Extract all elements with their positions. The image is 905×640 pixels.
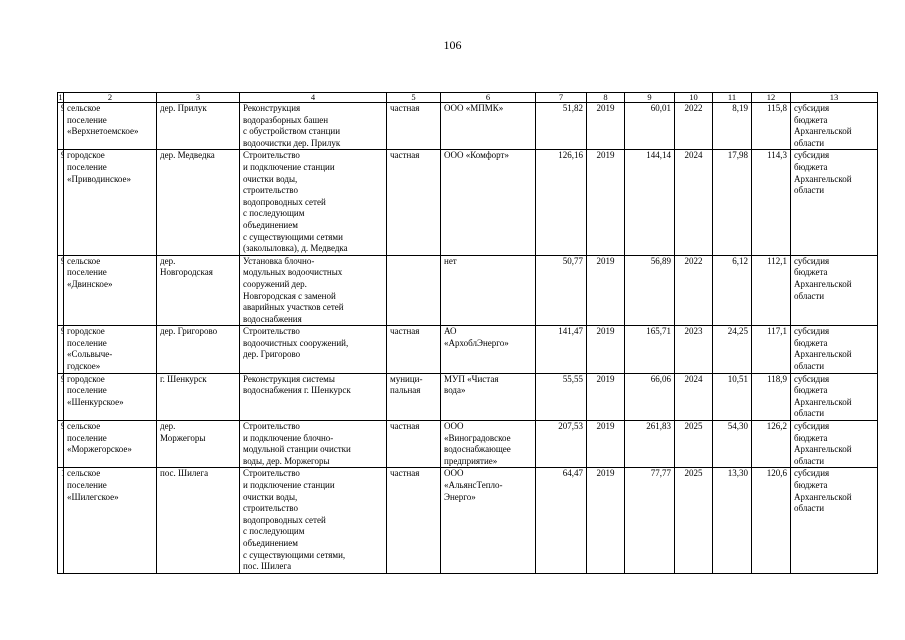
settlement-cell-line: поселение (67, 385, 107, 396)
table-row (58, 468, 878, 573)
operator-cell-line: ООО «МПМК» (444, 103, 504, 113)
settlement-cell-line: сельское (67, 255, 101, 266)
project-cell-line: и подключение станции (243, 161, 335, 172)
value-cell-11: 17,98 (713, 150, 752, 255)
operator-cell (441, 421, 536, 468)
project-cell-line: сооружений дер. (243, 278, 307, 289)
source-cell-line: Архангельской (794, 491, 852, 502)
project-cell (240, 255, 387, 326)
project-cell-line: Строительство (243, 326, 300, 337)
operator-cell-line: ООО (444, 468, 464, 479)
table-row (58, 421, 878, 468)
table-row (58, 150, 878, 255)
project-cell-line: Реконструкция (243, 103, 301, 113)
project-cell-line: строительство (243, 185, 298, 196)
value-cell-11: 24,25 (713, 326, 752, 373)
value-cell-12: 115,8 (752, 103, 791, 150)
ownership-cell (387, 326, 441, 373)
value-cell-8: 2019 (587, 468, 625, 573)
project-cell (240, 421, 387, 468)
settlement-cell-line: поселение (67, 114, 107, 125)
settlement-cell-line: городское (67, 150, 105, 161)
page-number: 106 (443, 38, 462, 52)
source-cell-line: субсидия (794, 255, 830, 266)
header-row (58, 93, 878, 103)
table-row (58, 103, 878, 150)
project-cell-line: водоразборных башен (243, 114, 329, 125)
locality-cell (157, 150, 240, 255)
value-cell-12: 112,1 (752, 255, 791, 326)
project-cell (240, 103, 387, 150)
project-cell-line: Строительство (243, 468, 300, 479)
source-cell-line: области (794, 185, 825, 196)
settlement-cell-line: поселение (67, 480, 107, 490)
column-header-6: 6 (441, 93, 536, 103)
settlement-cell-line: городское (67, 326, 105, 337)
locality-cell-line: Новгородская (160, 267, 213, 278)
project-cell-line: водоснабжения г. Шенкурск (243, 385, 351, 396)
project-cell-line: Установка блочно- (243, 255, 315, 266)
operator-cell (441, 326, 536, 373)
value-cell-12: 114,3 (752, 150, 791, 255)
operator-cell-line: ООО (444, 421, 464, 432)
project-cell-line: Строительство (243, 421, 300, 432)
value-cell-9: 56,89 (625, 255, 675, 326)
column-header-12: 12 (752, 93, 791, 103)
column-header-2: 2 (64, 93, 157, 103)
project-cell-line: Реконструкция системы (243, 373, 335, 384)
column-header-5: 5 (387, 93, 441, 103)
column-header-1: 1 (58, 92, 63, 102)
source-cell-line: Архангельской (794, 444, 852, 455)
ownership-cell-line: частная (390, 150, 420, 161)
source-cell-line: Архангельской (794, 349, 852, 360)
operator-cell-line: «АльянсТепло- (444, 480, 503, 490)
source-cell-line: бюджета (794, 161, 828, 172)
value-cell-11: 10,51 (713, 373, 752, 420)
locality-cell-line: дер. Прилук (160, 103, 207, 113)
operator-cell-line: «АрхоблЭнерго» (444, 337, 509, 348)
project-cell-line: Строительство (243, 150, 300, 161)
source-cell (791, 468, 878, 573)
source-cell-line: области (794, 455, 825, 466)
settlement-cell-line: поселение (67, 161, 107, 172)
project-cell-line: очистки воды, (243, 491, 298, 502)
ownership-cell (387, 373, 441, 420)
source-cell (791, 150, 878, 255)
table-row (58, 373, 878, 420)
source-cell-line: Архангельской (794, 278, 852, 289)
locality-cell-line: дер. (160, 255, 176, 266)
operator-cell (441, 103, 536, 150)
table-row (58, 255, 878, 326)
project-cell-line: аварийных участков сетей (243, 302, 344, 313)
value-cell-7: 51,82 (536, 103, 587, 150)
operator-cell-line: ООО «Комфорт» (444, 150, 509, 161)
value-cell-8: 2019 (587, 326, 625, 373)
value-cell-10: 2022 (675, 255, 713, 326)
source-cell-line: бюджета (794, 267, 828, 278)
value-cell-8: 2019 (587, 150, 625, 255)
source-cell (791, 255, 878, 326)
settlement-cell (64, 373, 157, 420)
project-cell-line: водопроводных сетей (243, 514, 326, 525)
settlement-cell-line: сельское (67, 103, 101, 113)
settlement-cell-line: «Моржегорское» (67, 444, 132, 455)
project-cell (240, 468, 387, 573)
settlement-cell-line: «Шенкурское» (67, 396, 124, 407)
ownership-cell-line: частная (390, 326, 420, 337)
project-cell-line: строительство (243, 503, 298, 514)
source-cell-line: субсидия (794, 326, 830, 337)
project-cell-line: водоочистки дер. Прилук (243, 137, 341, 148)
value-cell-9: 165,71 (625, 326, 675, 373)
value-cell-7: 55,55 (536, 373, 587, 420)
project-cell-line: водоочистных сооружений, (243, 337, 349, 348)
locality-cell (157, 373, 240, 420)
project-cell (240, 326, 387, 373)
source-cell-line: субсидия (794, 103, 830, 113)
ownership-cell (387, 468, 441, 573)
locality-cell-line: дер. (160, 421, 176, 432)
project-cell-line: объединением (243, 537, 298, 548)
settlement-cell-line: «Шилегское» (67, 491, 119, 502)
ownership-cell (387, 255, 441, 326)
settlement-cell-line: сельское (67, 421, 101, 432)
table-row (58, 326, 878, 373)
settlement-cell-line: городское (67, 373, 105, 384)
settlement-cell (64, 255, 157, 326)
source-cell-line: бюджета (794, 385, 828, 396)
value-cell-8: 2019 (587, 373, 625, 420)
settlement-cell-line: «Приводинское» (67, 173, 131, 184)
value-cell-10: 2023 (675, 326, 713, 373)
locality-cell (157, 255, 240, 326)
source-cell-line: субсидия (794, 373, 830, 384)
project-cell-line: очистки воды, (243, 173, 298, 184)
locality-cell-line: дер. Медведка (160, 150, 215, 161)
locality-cell-line: дер. Григорово (160, 326, 218, 337)
operator-cell-line: нет (444, 255, 457, 266)
project-cell-line: Новгородская с заменой (243, 290, 336, 301)
project-cell-line: водоснабжения (243, 313, 302, 324)
operator-cell (441, 150, 536, 255)
locality-cell (157, 421, 240, 468)
settlement-cell (64, 326, 157, 373)
value-cell-11: 54,30 (713, 421, 752, 468)
locality-cell (157, 326, 240, 373)
operator-cell-line: МУП «Чистая (444, 373, 499, 384)
ownership-cell-line: пальная (390, 385, 421, 396)
operator-cell-line: вода» (444, 385, 466, 396)
value-cell-12: 117,1 (752, 326, 791, 373)
locality-cell-line: г. Шенкурск (160, 373, 207, 384)
project-cell-line: пос. Шилега (243, 561, 292, 572)
value-cell-9: 77,77 (625, 468, 675, 573)
project-cell-line: (заколыловка), д. Медведка (243, 243, 348, 254)
column-header-7: 7 (536, 93, 587, 103)
value-cell-12: 126,2 (752, 421, 791, 468)
settlement-cell-line: «Сольвыче- (67, 349, 113, 360)
column-header-4: 4 (240, 93, 387, 103)
operator-cell-line: «Виноградовское (444, 432, 511, 443)
value-cell-11: 6,12 (713, 255, 752, 326)
settlement-cell-line: «Верхнетоемское» (67, 126, 139, 137)
project-cell-line: с существующими сетями, (243, 549, 346, 560)
value-cell-9: 66,06 (625, 373, 675, 420)
source-cell-line: бюджета (794, 432, 828, 443)
source-cell-line: области (794, 290, 825, 301)
source-cell-line: Архангельской (794, 173, 852, 184)
project-cell-line: и подключение блочно- (243, 432, 334, 443)
operator-cell (441, 468, 536, 573)
settlement-cell (64, 468, 157, 573)
ownership-cell (387, 103, 441, 150)
project-cell-line: с существующими сетями (243, 231, 343, 242)
data-table (57, 92, 878, 574)
value-cell-7: 50,77 (536, 255, 587, 326)
source-cell-line: Архангельской (794, 396, 852, 407)
value-cell-12: 120,6 (752, 468, 791, 573)
operator-cell-line: предприятие» (444, 455, 498, 466)
locality-cell (157, 103, 240, 150)
ownership-cell-line: частная (390, 421, 420, 432)
ownership-cell-line: муници- (390, 373, 423, 384)
locality-cell-line: пос. Шилега (160, 468, 209, 479)
column-header-13: 13 (791, 93, 878, 103)
source-cell-line: области (794, 361, 825, 372)
value-cell-7: 64,47 (536, 468, 587, 573)
value-cell-10: 2024 (675, 150, 713, 255)
ownership-cell-line: частная (390, 468, 420, 479)
project-cell-line: с обустройством станции (243, 126, 341, 137)
project-cell-line: объединением (243, 219, 298, 230)
operator-cell-line: АО (444, 326, 457, 337)
source-cell (791, 103, 878, 150)
project-cell-line: модульных водоочистных (243, 267, 343, 278)
value-cell-7: 126,16 (536, 150, 587, 255)
value-cell-10: 2025 (675, 468, 713, 573)
source-cell-line: субсидия (794, 421, 830, 432)
settlement-cell-line: поселение (67, 267, 107, 278)
value-cell-8: 2019 (587, 255, 625, 326)
settlement-cell (64, 421, 157, 468)
column-header-3: 3 (157, 93, 240, 103)
project-cell-line: дер. Григорово (243, 349, 301, 360)
operator-cell-line: Энерго» (444, 491, 476, 502)
source-cell-line: области (794, 137, 825, 148)
source-cell-line: Архангельской (794, 126, 852, 137)
operator-cell (441, 373, 536, 420)
settlement-cell-line: сельское (67, 468, 101, 479)
project-cell-line: и подключение станции (243, 480, 335, 490)
settlement-cell (64, 150, 157, 255)
settlement-cell-line: поселение (67, 432, 107, 443)
operator-cell (441, 255, 536, 326)
column-header-9: 9 (625, 93, 675, 103)
settlement-cell (64, 103, 157, 150)
project-cell (240, 150, 387, 255)
settlement-cell-line: поселение (67, 337, 107, 348)
project-cell-line: модульной станции очистки (243, 444, 351, 455)
ownership-cell (387, 150, 441, 255)
project-cell-line: с последующим (243, 526, 305, 537)
value-cell-10: 2025 (675, 421, 713, 468)
ownership-cell (387, 421, 441, 468)
source-cell (791, 421, 878, 468)
value-cell-9: 261,83 (625, 421, 675, 468)
operator-cell-line: водоснабжающее (444, 444, 511, 455)
source-cell (791, 326, 878, 373)
project-cell-line: водопроводных сетей (243, 196, 326, 207)
source-cell-line: бюджета (794, 114, 828, 125)
value-cell-10: 2024 (675, 373, 713, 420)
value-cell-9: 60,01 (625, 103, 675, 150)
source-cell-line: области (794, 408, 825, 419)
value-cell-12: 118,9 (752, 373, 791, 420)
value-cell-11: 13,30 (713, 468, 752, 573)
value-cell-11: 8,19 (713, 103, 752, 150)
source-cell-line: субсидия (794, 150, 830, 161)
locality-cell (157, 468, 240, 573)
settlement-cell-line: «Двинское» (67, 278, 113, 289)
source-cell-line: субсидия (794, 468, 830, 479)
source-cell-line: бюджета (794, 480, 828, 490)
value-cell-8: 2019 (587, 421, 625, 468)
ownership-cell-line: частная (390, 103, 420, 113)
value-cell-8: 2019 (587, 103, 625, 150)
source-cell (791, 373, 878, 420)
value-cell-7: 207,53 (536, 421, 587, 468)
column-header-11: 11 (713, 93, 752, 103)
value-cell-7: 141,47 (536, 326, 587, 373)
project-cell-line: воды, дер. Моржегоры (243, 455, 330, 466)
value-cell-9: 144,14 (625, 150, 675, 255)
value-cell-10: 2022 (675, 103, 713, 150)
project-cell (240, 373, 387, 420)
source-cell-line: области (794, 503, 825, 514)
project-cell-line: с последующим (243, 208, 305, 219)
column-header-10: 10 (675, 93, 713, 103)
locality-cell-line: Моржегоры (160, 432, 206, 443)
source-cell-line: бюджета (794, 337, 828, 348)
column-header-8: 8 (587, 93, 625, 103)
settlement-cell-line: годское» (67, 361, 101, 372)
